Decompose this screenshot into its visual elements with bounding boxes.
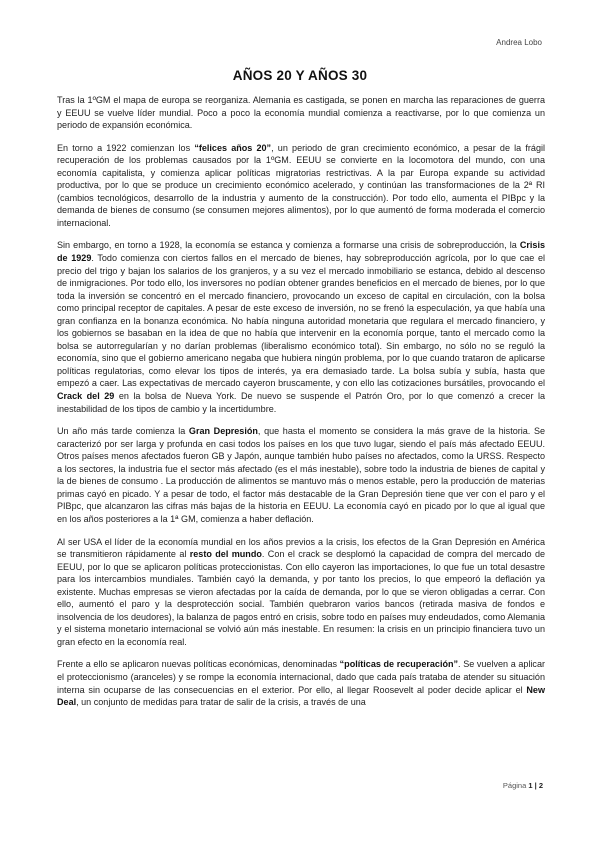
paragraph-text: , un conjunto de medidas para tratar de salir de la crisis, a través de una — [76, 697, 366, 708]
paragraph-text: , un periodo de gran crecimiento económico, a pesar de la frágil recuperación de los problemas causados por la 1ºGM. EEUU se convierte en la locomotora del mundo, con una economía capitalista, y comienza aplicar políticas migratorias restrictivas. A la par Europa expande su actividad productiva, por lo que se produce un crecimiento económico acelerado, y continúan las transformaciones de la 2ª RI (cambios tecnológicos, desarrollo de la industria y aumento de la construcción). Por todo ello, aumenta el PIBpc y la demanda de bienes de consumo (se consumen mejores alimentos), por lo que aumentó de forma moderada el comercio internacional. — [57, 142, 546, 228]
page-total: 2 — [538, 781, 543, 790]
emphasis-text: New Deal — [57, 684, 545, 708]
document-body — [57, 94, 545, 719]
paragraph — [57, 658, 545, 708]
emphasis-text: Gran Depresión — [188, 426, 258, 437]
emphasis-text: Crack del 29 — [57, 391, 115, 402]
paragraph — [57, 425, 545, 525]
paragraph-text: Frente a ello se aplicaron nuevas políticas económicas, denominadas — [57, 659, 340, 670]
document-title: AÑOS 20 Y AÑOS 30 — [232, 68, 368, 83]
page-separator: | — [534, 781, 537, 790]
paragraph-text: . Con el crack se desplomó la capacidad de compra del mercado de EEUU, por lo que se aplicaron políticas proteccionistas. Con ello cayeron las importaciones, lo que fue un total desastre para los intercambios mundiales. También cayó la demanda, y por tanto los precios, lo que empeoró la deflación ya existente. Muchas empresas se vieron afectadas por la caída de demanda, por lo que se vieron obligadas a cerrar. Con ello, aumentó el paro y la desprotección social. También quebraron varios bancos (retirada masiva de fondos e insolvencia de los deudores), la balanza de pagos entró en crisis, sobre todo en países muy endeudados, como Alemania y el sistema monetario internacional se volvió aún más inestable. En resumen: la crisis en un principio financiera tuvo un gran efecto en la economía real. — [57, 549, 546, 647]
page-footer — [503, 781, 543, 790]
paragraph-text: en la bolsa de Nueva York. De nuevo se suspende el Patrón Oro, por lo que comenzó a crecer la inestabilidad de los tipos de cambio y la incertidumbre. — [57, 391, 546, 414]
header-author: Andrea Lobo — [496, 38, 542, 47]
paragraph-text: Un año más tarde comienza la — [57, 426, 189, 437]
page-current: 1 — [528, 781, 533, 790]
paragraph-text: . Se vuelven a aplicar el proteccionismo (aranceles) y se rompe la economía internacional, dado que cada país trataba de atender su situación interna sin ocuparse de las consecuencias en el exterior. Por ello, al llegar Roosevelt al poder decide aplicar el — [57, 659, 546, 695]
paragraph-text: . Todo comienza con ciertos fallos en el mercado de bienes, hay sobreproducción agrícola, por lo que cae el precio del trigo y bajan los salarios de los granjeros, y a su vez el mercado inmobiliario se estanca, debido al descenso de inmigraciones. Por todo ello, los inversores no podían obtener grandes beneficios en el mercado de bienes, por lo que toda la inversión se concentró en el mercado financiero, provocando un exceso de capital en circulación, con la bolsa como principal receptor de capitales. A pesar de este exceso de inversión, no se frenó la especulación, ya que había una gran confianza en la bonanza económica. No había ninguna autoridad monetaria que regulara el mercado financiero, y los gobiernos se basaban en la idea de que no había que intervenir en la economía porque, tanto el mercado como la bolsa se autorregularían y no darían problemas (liberalismo económico total). Sin embargo, no sólo no se reguló la economía, sino que el gobierno americano negaba que hubiera ningún problema, por lo que cuando trataron de aplicarse políticas regulatorias, como elevar los tipos de interés, ya era demasiado tarde. La bolsa subía y subía, hasta que empezó a caer. Las expectativas de mercado cayeron bruscamente, y con ello las cotizaciones bursátiles, provocando el — [57, 253, 545, 389]
paragraph-text: , que hasta el momento se considera la más grave de la historia. Se caracterizó por ser larga y profunda en casi todos los países en los que tuvo lugar, siendo el país más afectado EEUU. Otros países menos afectados fueron GB y Japón, aunque también hubo países no afectados, como la URSS. Respecto a los sectores, la industria fue el sector más afectado (es el más inestable), sobre todo la industria de bienes de capital y la de bienes de consumo . La producción de alimentos se mantuvo más o menos estable, pero la producción de materias primas cayó en picado. Y a pesar de todo, el factor más destacable de la Gran Depresión tiene que ver con el paro y el PIBpc, que alcanzaron las cifras más bajas de la historia en EEUU. La economía cayó en picado por lo que al igual que en los años posteriores a la 1ª GM, comienza a haber deflación. — [57, 426, 546, 524]
paragraph — [57, 536, 545, 649]
paragraph-text: Tras la 1ºGM el mapa de europa se reorganiza. Alemania es castigada, se ponen en marcha las reparaciones de guerra y EEUU se vuelve líder mundial. Poco a poco la economía mundial comienza a reactivarse, por lo que comienza un periodo de expansión económica. — [57, 95, 545, 131]
paragraph-text: En torno a 1922 comienzan los — [57, 142, 195, 153]
emphasis-text: “felices años 20” — [194, 142, 272, 153]
paragraph-text: Al ser USA el líder de la economía mundial en los años previos a la crisis, los efectos de la Gran Depresión en América se transmitieron rápidamente al — [57, 536, 545, 560]
paragraph-text: Sin embargo, en torno a 1928, la economía se estanca y comienza a formarse una crisis de sobreproducción, la — [57, 240, 520, 251]
paragraph — [57, 94, 545, 132]
page-label: Página — [502, 781, 527, 790]
paragraph — [57, 239, 545, 415]
emphasis-text: “políticas de recuperación” — [339, 659, 459, 670]
emphasis-text: Crisis de 1929 — [57, 240, 545, 264]
paragraph — [57, 142, 545, 230]
emphasis-text: resto del mundo — [189, 549, 262, 560]
